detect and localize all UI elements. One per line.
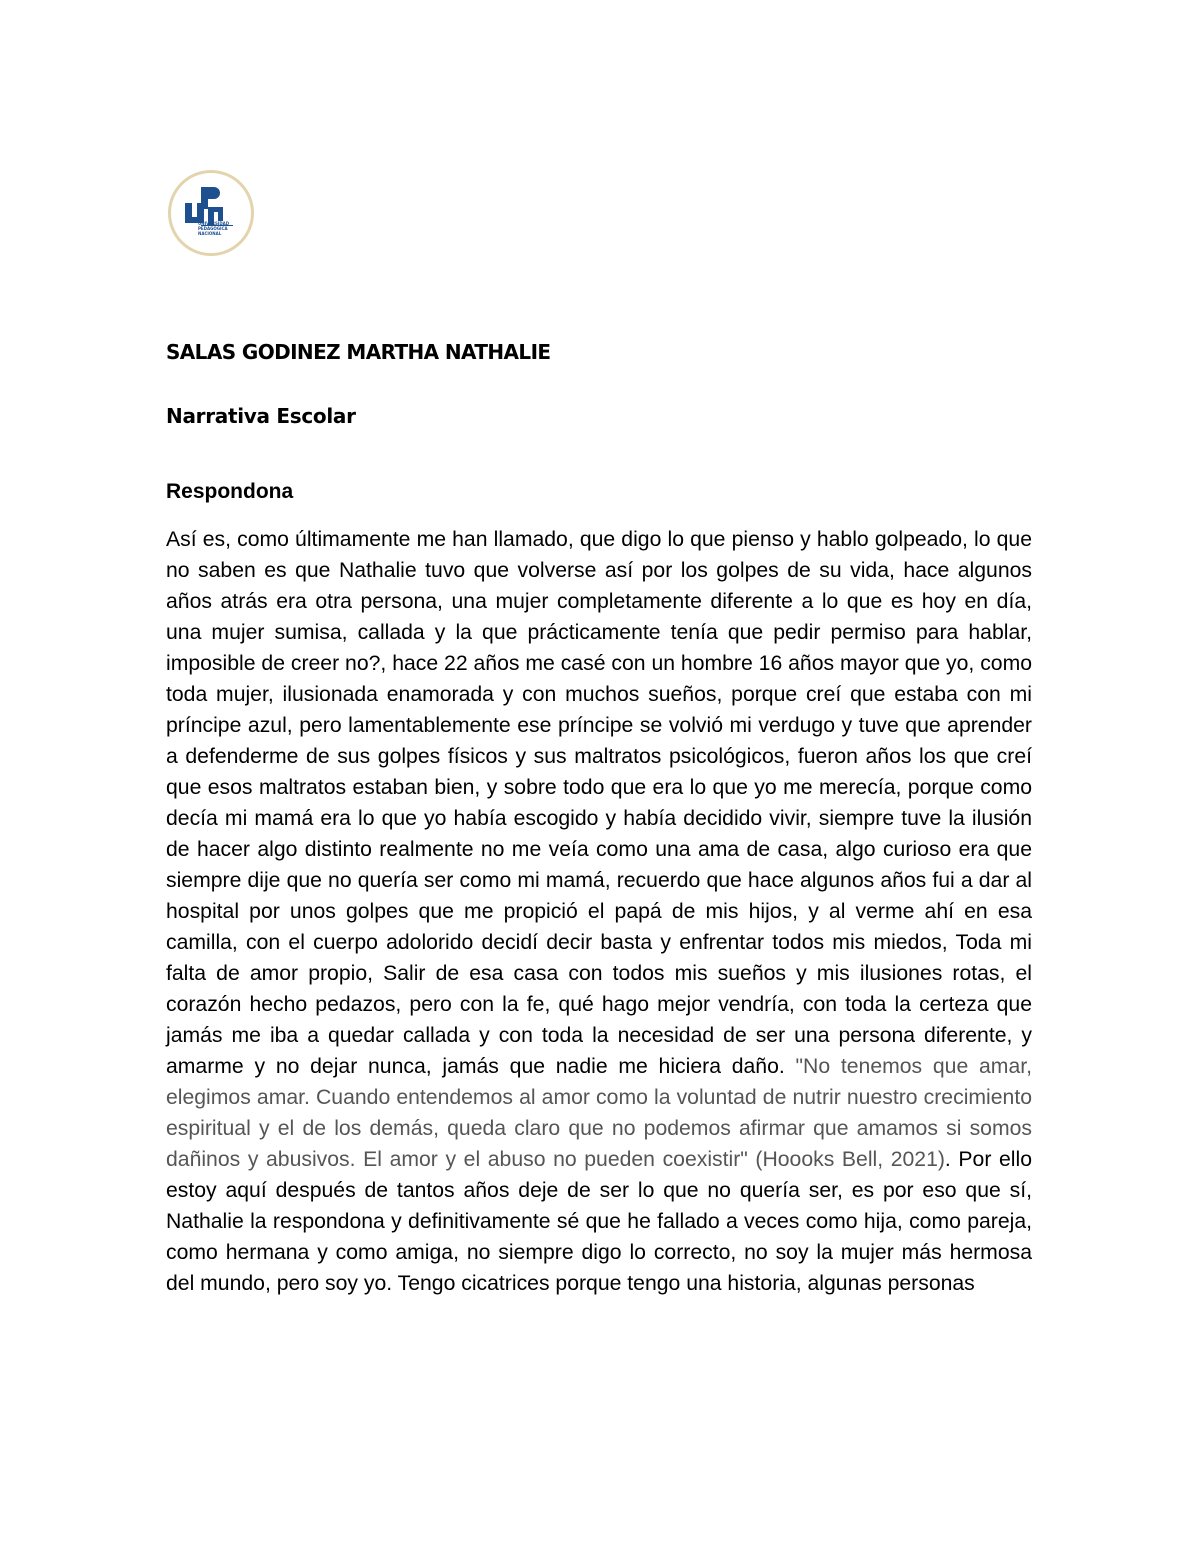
university-logo bbox=[168, 170, 254, 256]
author-name: SALAS GODINEZ MARTHA NATHALIE bbox=[166, 340, 551, 364]
subject-heading: Narrativa Escolar bbox=[166, 404, 356, 428]
essay-quote: "No tenemos que amar, elegimos amar. Cuando entendemos al amor como la voluntad de nutrir nuestro crecimiento espiritual y el de los demás, queda claro que no podemos afirmar que amamos si somos dañinos y abusivos. El amor y el abuso no pueden coexistir" (Hoooks Bell, 2021) bbox=[166, 1055, 1032, 1171]
logo-caption: UNIVERSIDAD PEDAGÓGICA NACIONAL bbox=[198, 221, 230, 236]
university-logo-icon bbox=[171, 173, 251, 253]
essay-text-part-1: Así es, como últimamente me han llamado, que digo lo que pienso y hablo golpeado, lo que no saben es que Nathalie tuvo que volverse así por los golpes de su vida, hace algunos años atrás era otra persona, una mujer completamente diferente a lo que es hoy en día, una mujer sumisa, callada y la que prácticamente tenía que pedir permiso para hablar, imposible de creer no?, hace 22 años me casé con un hombre 16 años mayor que yo, como toda mujer, ilusionada enamorada y con muchos sueños, porque creí que estaba con mi príncipe azul, pero lamentablemente ese príncipe se volvió mi verdugo y tuve que aprender a defenderme de sus golpes físicos y sus maltratos psicológicos, fueron años los que creí que esos maltratos estaban bien, y sobre todo que era lo que yo me merecía, porque como decía mi mamá era lo que yo había escogido y había decidido vivir, siempre tuve la ilusión de hacer algo distinto realmente no me veía como una ama de casa, algo curioso era que siempre dije que no quería ser como mi mamá, recuerdo que hace algunos años fui a dar al hospital por unos golpes que me propició el papá de mis hijos, y al verme ahí en esa camilla, con el cuerpo adolorido decidí decir basta y enfrentar todos mis miedos, Toda mi falta de amor propio, Salir de esa casa con todos mis sueños y mis ilusiones rotas, el corazón hecho pedazos, pero con la fe, qué hago mejor vendría, con toda la certeza que jamás me iba a quedar callada y con toda la necesidad de ser una persona diferente, y amarme y no dejar nunca, jamás que nadie me hiciera daño. bbox=[166, 528, 1032, 1078]
essay-title: Respondona bbox=[166, 480, 294, 503]
essay-text-part-2: . Por ello estoy aquí después de tantos años deje de ser lo que no quería ser, es por eso que sí, Nathalie la respondona y definitivamente sé que he fallado a veces como hija, como pareja, como hermana y como amiga, no siempre digo lo correcto, no soy la mujer más hermosa del mundo, pero soy yo. Tengo cicatrices porque tengo una historia, algunas personas bbox=[166, 1148, 1032, 1295]
essay-body bbox=[166, 524, 1032, 1299]
